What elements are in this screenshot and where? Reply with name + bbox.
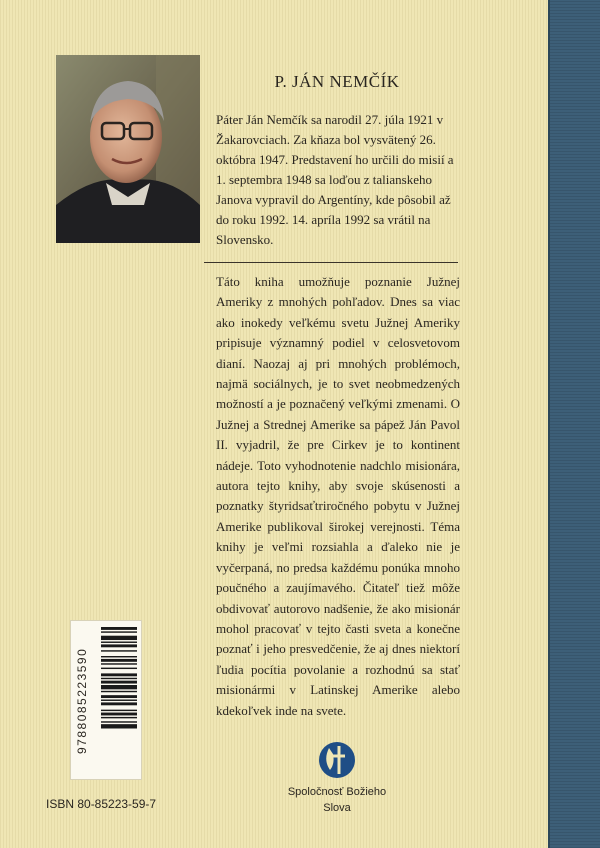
publisher-name-line2: Slova <box>323 802 351 814</box>
author-name: P. JÁN NEMČÍK <box>274 72 400 91</box>
barcode-bar <box>101 673 137 676</box>
isbn-number: ISBN 80-85223-59-7 <box>46 797 157 811</box>
book-spine <box>548 0 600 848</box>
barcode-bar <box>101 710 137 711</box>
barcode-bar <box>101 650 137 651</box>
barcode-bar <box>101 668 137 669</box>
barcode-bar <box>101 642 137 643</box>
barcode-bar <box>101 678 137 679</box>
book-description: Táto kniha umožňuje poznanie Južnej Ameriky z mnohých pohľadov. Dnes sa viac ako inokedy veľkému svetu Južnej Ameriky pripisuje významný podiel v celosvetovom dianí. Naozaj aj pri mnohých problémoch, najmä sociálnych, je to svet neobmedzených možností a je poznačený veľkými zmenami. O Južnej a Strednej Amerike sa pápež Ján Pavol II. vyjadril, že pre Cirkev je to kontinent nádeje. Toto vyhodnotenie nadchlo misionára, autora tejto knihy, aby svoje skúsenosti a poznatky štyridsaťtriročného pobytu v Južnej Amerike publikoval širokej verejnosti. Téma knihy je veľmi rozsiahla a ďaleko nie je vyčerpaná, no predsa každému ponúka mnoho poučného a zaujímavého. Čitateľ tiež môže obdivovať autorovo nadšenie, že ako misionár mohol pracovať v tejto časti sveta a konečne poznať i jeho presvedčenie, že aj dnes niektorí ľudia pocítia povolanie a rozhodnú sa stať misionármi v Latinskej Amerike alebo kdekoľvek inde na svete. <box>216 274 460 718</box>
barcode-bar <box>101 702 137 705</box>
divider-line <box>204 262 458 263</box>
barcode-bar <box>101 631 137 632</box>
isbn-barcode <box>70 620 142 780</box>
barcode-bar <box>101 636 137 640</box>
barcode-bar <box>101 724 137 728</box>
barcode-bar <box>101 691 137 692</box>
barcode-bar <box>101 717 137 718</box>
barcode-bar <box>101 700 137 701</box>
barcode-bar <box>101 659 137 662</box>
publisher-logo-icon <box>317 740 357 780</box>
author-portrait-image <box>56 55 200 243</box>
barcode-bar <box>101 656 137 657</box>
barcode-bar <box>101 681 137 684</box>
barcode-bar <box>101 627 137 630</box>
barcode-bar <box>101 721 137 722</box>
author-photo <box>56 55 200 243</box>
barcode-bar <box>101 644 137 647</box>
barcode-digits: 9788085223590 <box>75 647 89 755</box>
barcode-bars <box>101 627 137 775</box>
barcode-bar <box>101 685 137 689</box>
barcode-bar <box>101 663 137 664</box>
barcode-bar <box>101 695 137 698</box>
publisher-name <box>277 784 397 816</box>
author-biography: Páter Ján Nemčík sa narodil 27. júla 1921 v Žakarovciach. Za kňaza bol vysvätený 26. októbra 1947. Predstavení ho určili do misií a 1. septembra 1948 sa loďou z talianskeho Janova vypravil do Argentíny, kde pôsobil až do roku 1992. 14. apríla 1992 sa vrátil na Slovensko. <box>216 112 454 247</box>
barcode-bar <box>101 713 137 716</box>
publisher-name-line1: Spoločnosť Božieho <box>287 786 387 798</box>
